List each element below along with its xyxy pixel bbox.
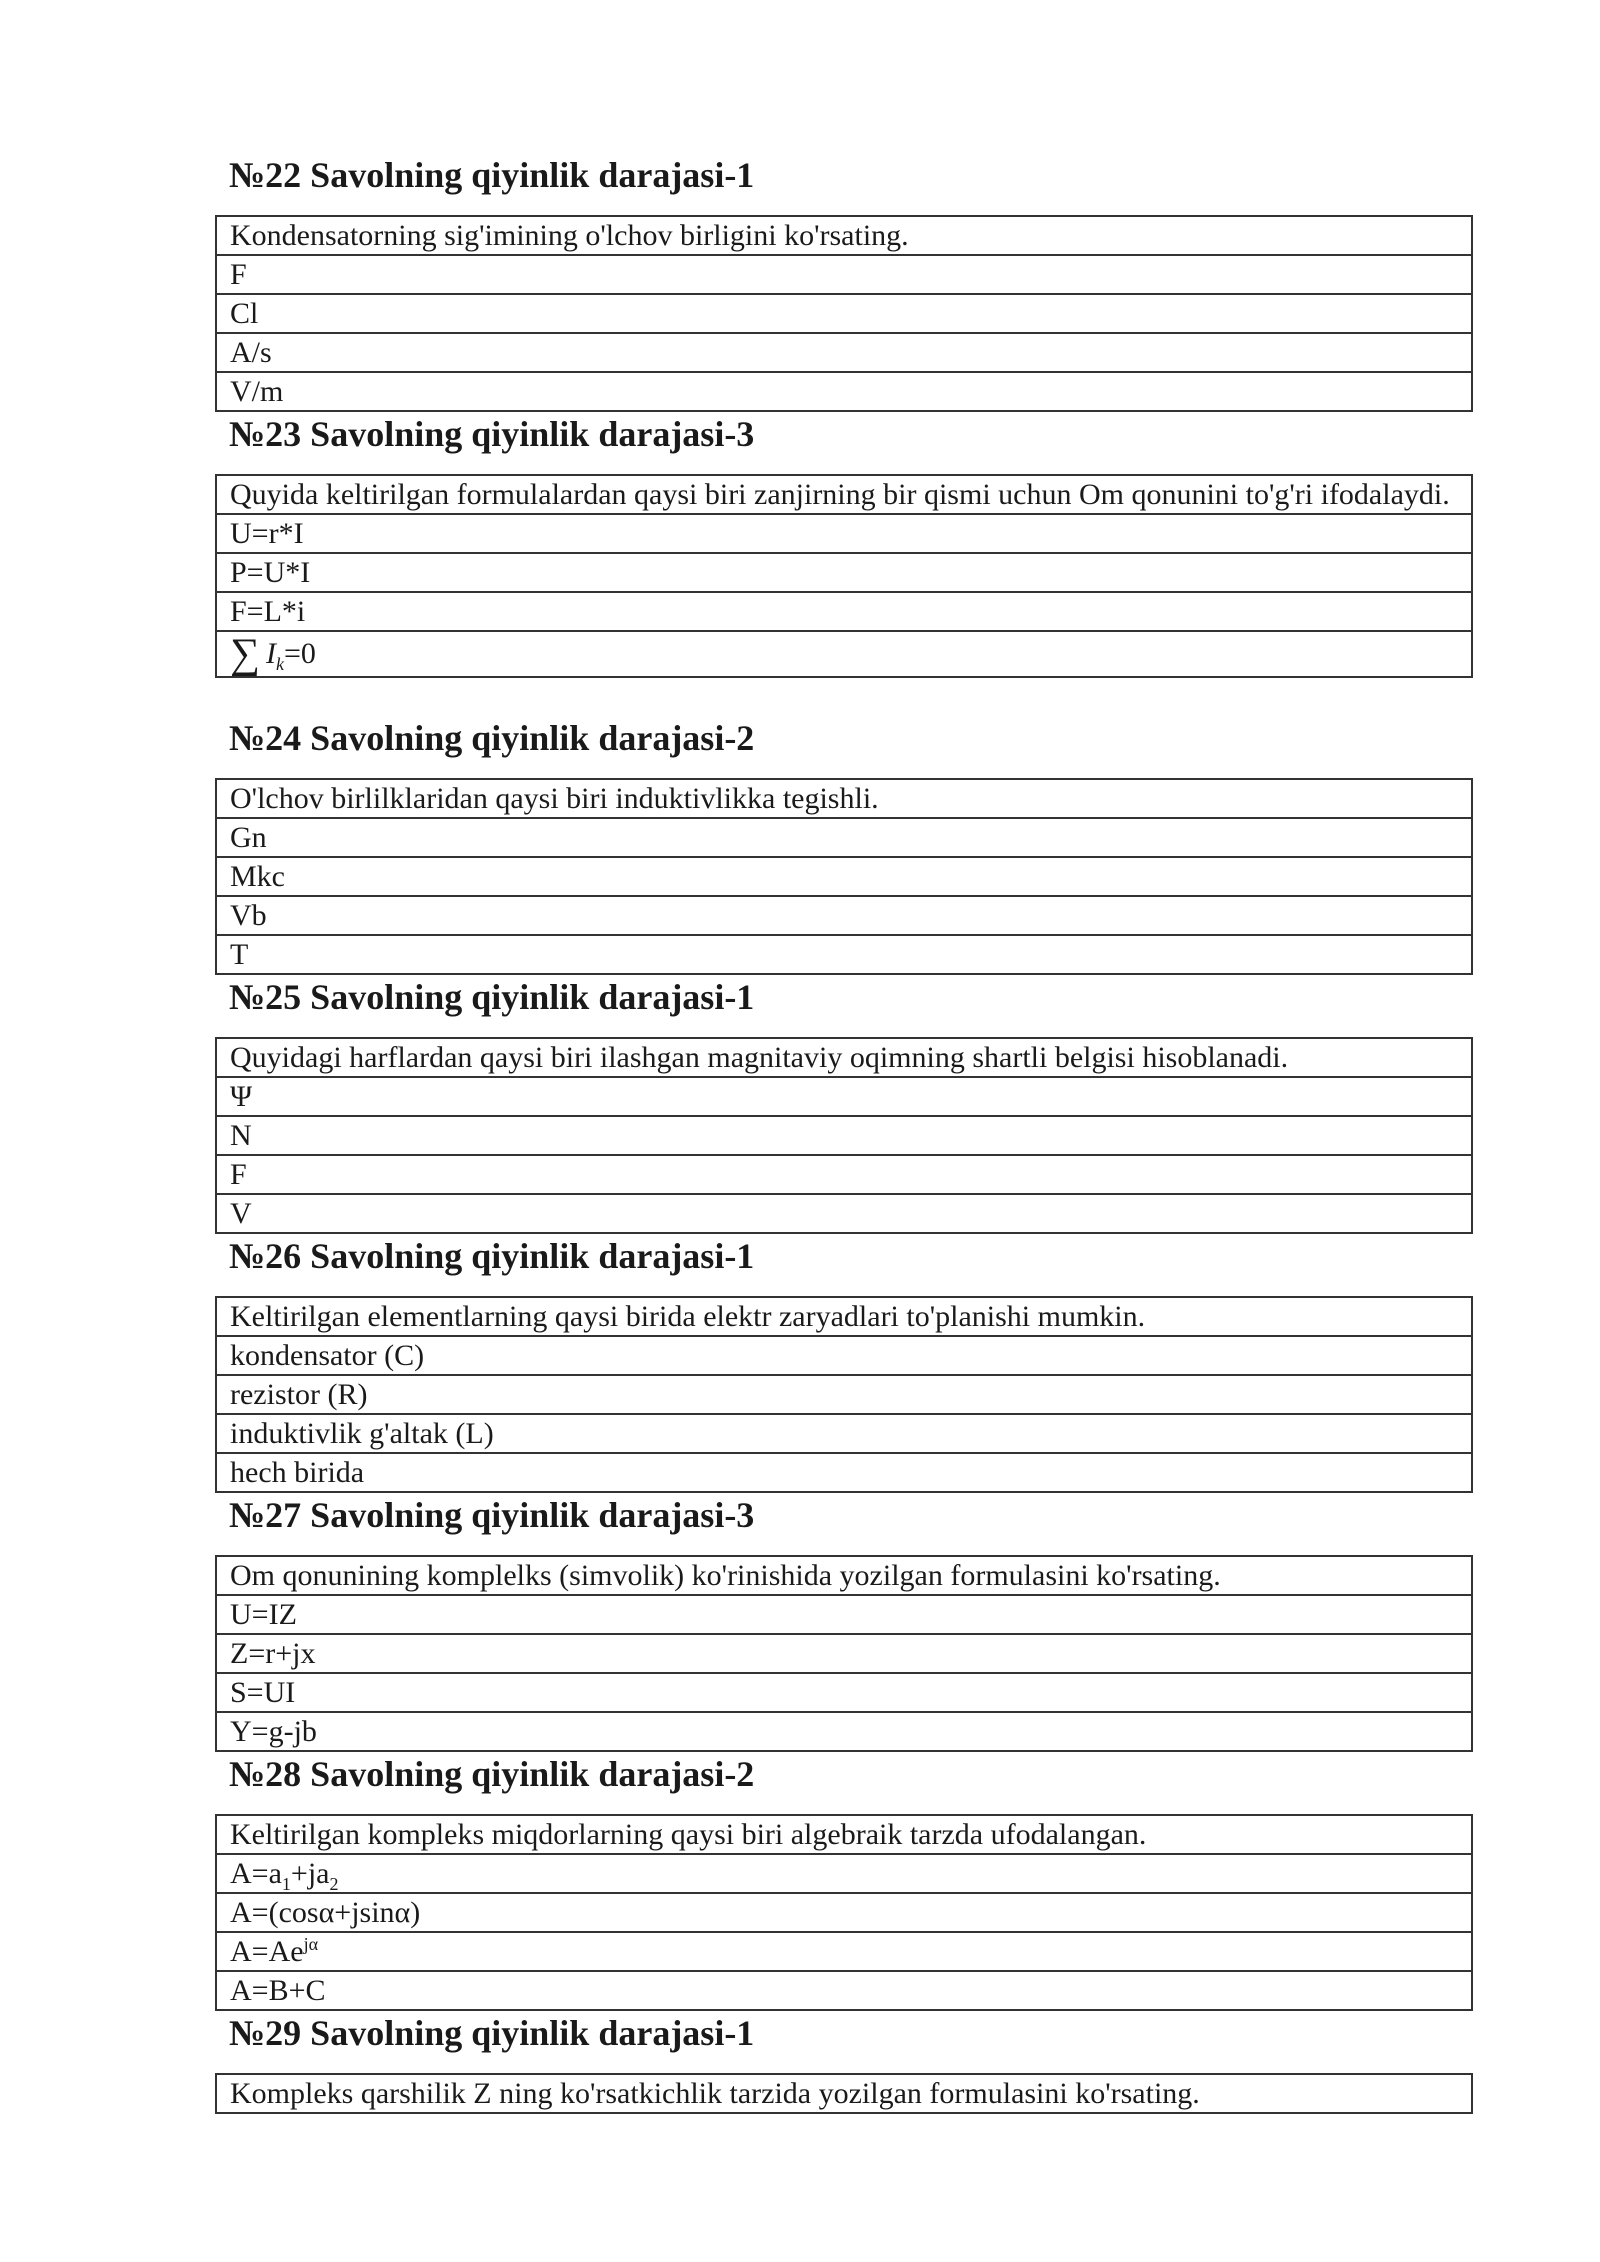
answer-option: P=U*I: [217, 552, 1471, 591]
question-heading: №26 Savolning qiyinlik darajasi-1: [229, 1236, 755, 1276]
answer-option: A=B+C: [217, 1970, 1471, 2009]
question-table: [215, 1037, 1473, 1234]
answer-option: T: [217, 934, 1471, 973]
answer-option: V: [217, 1193, 1471, 1232]
answer-option: Vb: [217, 895, 1471, 934]
question-block-29: [215, 2013, 1473, 2114]
answer-option: Y=g-jb: [217, 1711, 1471, 1750]
answer-option: S=UI: [217, 1672, 1471, 1711]
answer-option: N: [217, 1115, 1471, 1154]
question-text: Om qonunining komplelks (simvolik) ko'rinishida yozilgan formulasini ko'rsating.: [230, 1559, 1221, 1592]
answer-option: Gn: [217, 817, 1471, 856]
answer-option: V/m: [217, 371, 1471, 410]
question-block-25: [215, 977, 1473, 1234]
question-heading: №27 Savolning qiyinlik darajasi-3: [229, 1495, 755, 1535]
question-table: [215, 215, 1473, 412]
question-heading: №28 Savolning qiyinlik darajasi-2: [229, 1754, 755, 1794]
question-text: Quyidagi harflardan qaysi biri ilashgan magnitaviy oqimning shartli belgisi hisoblanadi.: [230, 1041, 1289, 1074]
answer-option: Cl: [217, 293, 1471, 332]
question-text: Quyida keltirilgan formulalardan qaysi biri zanjirning bir qismi uchun Om qonunini to'g'ri ifodalaydi.: [230, 478, 1450, 511]
formula-subscript: k: [275, 654, 284, 674]
question-heading: №25 Savolning qiyinlik darajasi-1: [229, 977, 755, 1017]
question-heading: №24 Savolning qiyinlik darajasi-2: [229, 718, 755, 758]
question-text: Kompleks qarshilik Z ning ko'rsatkichlik tarzida yozilgan formulasini ko'rsating.: [230, 2077, 1200, 2110]
question-table: [215, 1555, 1473, 1752]
answer-option: induktivlik g'altak (L): [217, 1413, 1471, 1452]
question-table: [215, 1814, 1473, 2011]
sigma-symbol: ∑: [230, 631, 260, 676]
question-text: Kondensatorning sig'imining o'lchov birligini ko'rsating.: [230, 219, 909, 252]
answer-text: +ja: [290, 1857, 330, 1890]
question-heading: №23 Savolning qiyinlik darajasi-3: [229, 414, 755, 454]
superscript: jα: [303, 1934, 319, 1954]
answer-option: rezistor (R): [217, 1374, 1471, 1413]
subscript: 1: [281, 1874, 291, 1892]
question-block-22: [215, 155, 1473, 412]
answer-option: Mkc: [217, 856, 1471, 895]
question-heading: №29 Savolning qiyinlik darajasi-1: [229, 2013, 755, 2053]
formula-variable: I: [265, 637, 276, 670]
question-block-28: [215, 1754, 1473, 2011]
answer-option: kondensator (C): [217, 1335, 1471, 1374]
answer-option-formula: [217, 630, 1471, 676]
answer-option: Ψ: [217, 1076, 1471, 1115]
subscript: 2: [329, 1874, 339, 1892]
answer-option: U=r*I: [217, 513, 1471, 552]
question-text: O'lchov birlilklaridan qaysi biri induktivlikka tegishli.: [230, 782, 879, 815]
answer-text: A=Ae: [230, 1935, 304, 1968]
answer-option: F: [217, 254, 1471, 293]
question-block-24: [215, 718, 1473, 975]
answer-option: F=L*i: [217, 591, 1471, 630]
answer-text: A=a: [230, 1857, 282, 1890]
question-block-27: [215, 1495, 1473, 1752]
answer-option: hech birida: [217, 1452, 1471, 1491]
question-block-26: [215, 1236, 1473, 1493]
question-block-23: [215, 414, 1473, 678]
question-table: [215, 474, 1473, 678]
question-text: Keltirilgan kompleks miqdorlarning qaysi biri algebraik tarzda ufodalangan.: [230, 1818, 1147, 1851]
answer-option: A/s: [217, 332, 1471, 371]
question-table: [215, 2073, 1473, 2114]
question-heading: №22 Savolning qiyinlik darajasi-1: [229, 155, 755, 195]
answer-option: U=IZ: [217, 1594, 1471, 1633]
question-text: Keltirilgan elementlarning qaysi birida elektr zaryadlari to'planishi mumkin.: [230, 1300, 1146, 1333]
answer-option: [217, 1853, 1471, 1892]
answer-option: F: [217, 1154, 1471, 1193]
formula-rest: =0: [283, 637, 316, 670]
question-table: [215, 778, 1473, 975]
answer-option: Z=r+jx: [217, 1633, 1471, 1672]
answer-option: A=(cosα+jsinα): [217, 1892, 1471, 1931]
answer-option: [217, 1931, 1471, 1970]
question-table: [215, 1296, 1473, 1493]
